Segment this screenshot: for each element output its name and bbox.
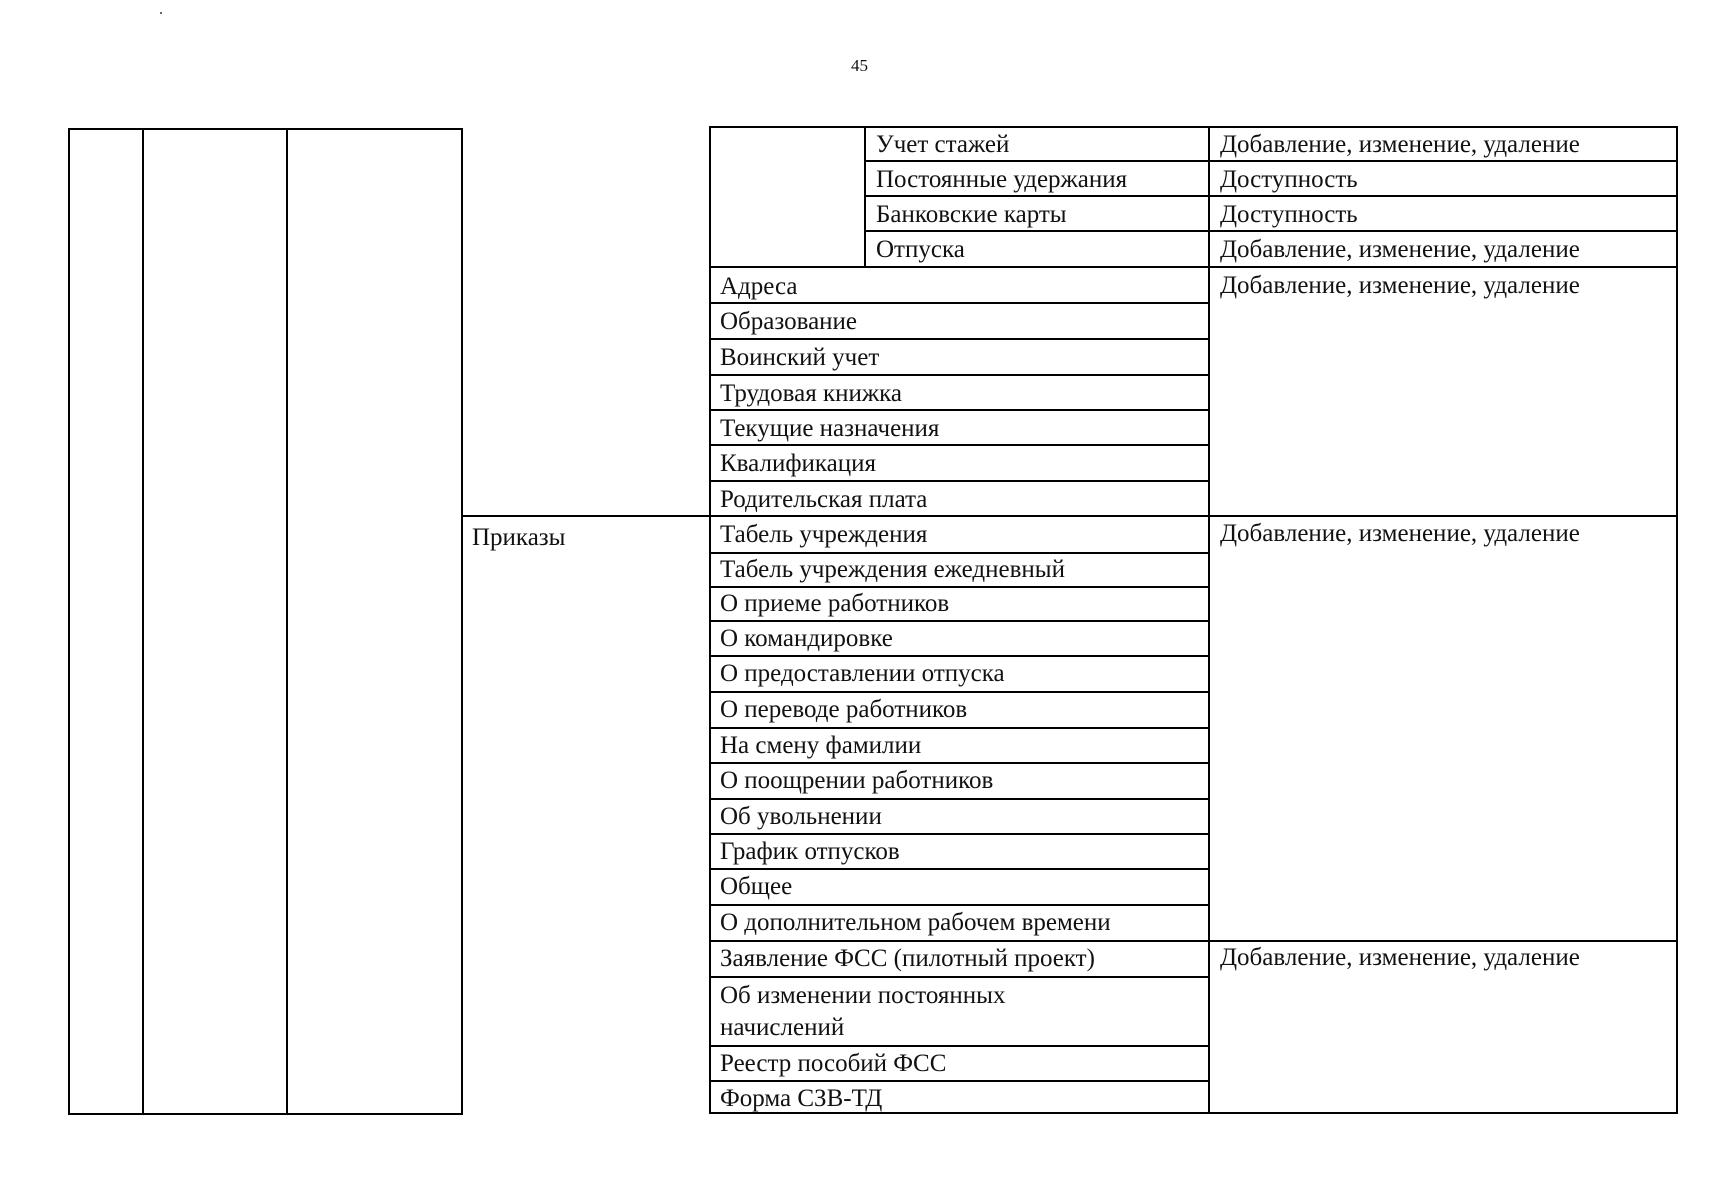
table-cell: На смену фамилии <box>720 732 922 759</box>
table-cell: Доступность <box>1220 201 1358 228</box>
table-cell: Учет стажей <box>876 131 1010 158</box>
table-cell: Добавление, изменение, удаление <box>1220 944 1580 971</box>
table-cell: Заявление ФСС (пилотный проект) <box>720 945 1095 972</box>
table-cell: Отпуска <box>876 236 965 263</box>
row-divider <box>709 727 1210 729</box>
table-cell: Постоянные удержания <box>876 166 1128 193</box>
table-cell: Реестр пособий ФСС <box>720 1050 947 1077</box>
row-divider <box>709 762 1210 764</box>
row-divider <box>709 338 1210 340</box>
table-border <box>709 126 1678 128</box>
table-cell: О приеме работников <box>720 590 950 617</box>
row-divider <box>709 1080 1210 1082</box>
page-number: 45 <box>851 56 868 75</box>
row-divider <box>709 374 1210 376</box>
row-divider <box>864 195 1678 197</box>
table-cell: Добавление, изменение, удаление <box>1220 520 1580 547</box>
table-cell: Об изменении постоянных начислений <box>720 982 1006 1041</box>
row-divider <box>709 480 1210 482</box>
table-cell: Адреса <box>720 273 798 300</box>
row-divider <box>709 655 1210 657</box>
table-cell: Образование <box>720 308 858 335</box>
table-border <box>864 126 866 268</box>
table-cell: Добавление, изменение, удаление <box>1220 131 1580 158</box>
table-cell: Форма СЗВ-ТД <box>720 1085 883 1112</box>
row-divider <box>709 586 1210 588</box>
table-cell: О предоставлении отпуска <box>720 660 1005 687</box>
row-divider <box>709 940 1678 942</box>
table-cell: Банковские карты <box>876 201 1067 228</box>
table-cell: Общее <box>720 873 793 900</box>
table-cell: График отпусков <box>720 838 900 865</box>
row-divider <box>709 620 1210 622</box>
table-cell: Текущие назначения <box>720 415 940 442</box>
table-cell: Квалификация <box>720 450 877 477</box>
table-cell: Добавление, изменение, удаление <box>1220 272 1580 299</box>
table-cell: Табель учреждения <box>720 521 928 548</box>
row-divider <box>709 904 1210 906</box>
row-divider <box>709 976 1210 978</box>
table-border <box>142 128 144 1114</box>
table-cell: О поощрении работников <box>720 767 994 794</box>
row-divider <box>709 1045 1210 1047</box>
table-border <box>461 128 463 1114</box>
table-cell: Добавление, изменение, удаление <box>1220 236 1580 263</box>
table-border <box>68 128 463 130</box>
table-cell: Табель учреждения ежедневный <box>720 556 1065 583</box>
table-cell: Воинский учет <box>720 344 880 371</box>
row-divider <box>709 552 1210 554</box>
table-cell: Трудовая книжка <box>720 380 902 407</box>
table-border <box>286 128 288 1114</box>
row-divider <box>709 798 1210 800</box>
row-divider <box>709 409 1210 411</box>
table-border <box>68 1113 463 1115</box>
row-divider <box>709 691 1210 693</box>
row-divider <box>709 266 1678 268</box>
row-divider <box>864 230 1678 232</box>
table-cell: Об увольнении <box>720 803 882 830</box>
table-cell: Родительская плата <box>720 486 928 513</box>
group-label: Приказы <box>472 524 566 551</box>
table-cell: О дополнительном рабочем времени <box>720 909 1111 936</box>
row-divider <box>709 833 1210 835</box>
row-divider <box>709 444 1210 446</box>
row-divider <box>461 515 1678 517</box>
table-cell: О переводе работников <box>720 696 968 723</box>
table-border <box>68 128 70 1114</box>
row-divider <box>709 302 1210 304</box>
row-divider <box>864 160 1678 162</box>
table-cell: Доступность <box>1220 166 1358 193</box>
row-divider <box>709 868 1210 870</box>
table-cell: О командировке <box>720 625 893 652</box>
table-border <box>1676 126 1678 1114</box>
